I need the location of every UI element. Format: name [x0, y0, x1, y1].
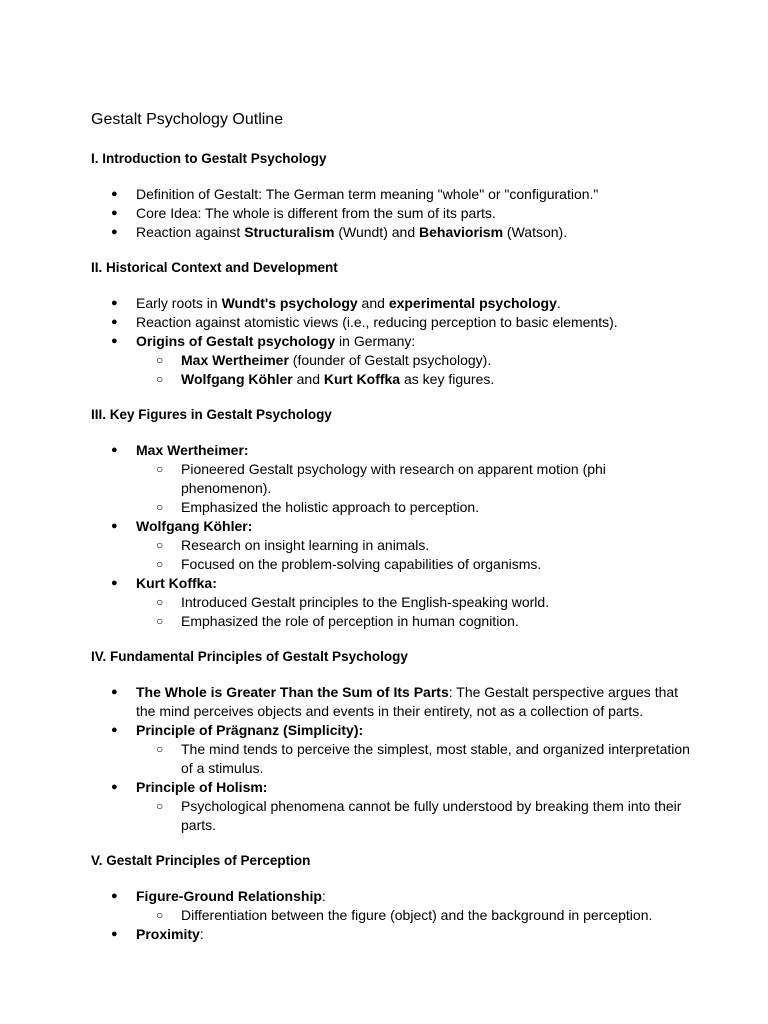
text: Differentiation between the figure (object) and the background in perception. — [181, 907, 653, 923]
text: Emphasized the holistic approach to perception. — [181, 499, 480, 515]
sub-list-item — [136, 555, 691, 574]
bullet-list — [91, 185, 691, 242]
list-item — [91, 925, 691, 944]
text: as key figures. — [400, 371, 495, 387]
bullet-list — [91, 441, 691, 631]
bold-text: experimental psychology — [388, 295, 557, 311]
text: and — [292, 371, 324, 387]
text: . — [556, 295, 561, 311]
bold-text: Origins of Gestalt psychology — [136, 333, 336, 349]
sub-list-item — [136, 460, 691, 498]
sub-list-item — [136, 593, 691, 612]
sub-list-item — [136, 498, 691, 517]
list-item — [91, 887, 691, 925]
list-item — [91, 721, 691, 778]
text: Emphasized the role of perception in human cognition. — [181, 613, 519, 629]
text: (founder of Gestalt psychology). — [288, 352, 492, 368]
list-item — [91, 574, 691, 631]
list-item — [91, 778, 691, 835]
text: Focused on the problem-solving capabilities of organisms. — [181, 556, 542, 572]
list-item — [91, 313, 691, 332]
sub-list — [136, 460, 691, 517]
sub-list — [136, 906, 691, 925]
bold-text: The Whole is Greater Than the Sum of Its Parts — [136, 684, 449, 700]
sub-list-item — [136, 351, 691, 370]
section-heading: II. Historical Context and Development — [91, 260, 338, 275]
sub-list-item — [136, 612, 691, 631]
page-title: Gestalt Psychology Outline — [91, 111, 284, 128]
text: Definition of Gestalt: The German term meaning "whole" or "configuration." — [136, 186, 599, 202]
text: in Germany: — [335, 333, 416, 349]
text: Early roots in — [136, 295, 222, 311]
sub-list — [136, 740, 691, 778]
sub-list — [136, 593, 691, 631]
bold-text: Max Wertheimer — [181, 352, 289, 368]
bold-text: Proximity — [136, 926, 200, 942]
sub-list — [136, 797, 691, 835]
sub-list — [136, 351, 691, 389]
bullet-list — [91, 294, 691, 389]
sub-list-item — [136, 797, 691, 835]
list-item — [91, 441, 691, 517]
text: : The Gestalt perspective argues that the mind perceives objects and events in their entirety, not as a collection of parts. — [136, 684, 679, 719]
list-item — [91, 332, 691, 389]
text: and — [357, 295, 389, 311]
section-heading: I. Introduction to Gestalt Psychology — [91, 151, 327, 166]
list-item — [91, 223, 691, 242]
text: Reaction against atomistic views (i.e., reducing perception to basic elements). — [136, 314, 618, 330]
text: : — [199, 926, 204, 942]
list-item — [91, 683, 691, 721]
bold-text: Kurt Koffka: — [136, 575, 217, 591]
list-item — [91, 294, 691, 313]
sub-list-item — [136, 740, 691, 778]
outline-body — [91, 149, 691, 944]
text: : — [321, 888, 326, 904]
text: Introduced Gestalt principles to the English-speaking world. — [181, 594, 550, 610]
sub-list-item — [136, 906, 691, 925]
text: Psychological phenomena cannot be fully understood by breaking them into their parts. — [181, 798, 682, 833]
section-heading: III. Key Figures in Gestalt Psychology — [91, 407, 332, 422]
bold-text: Wolfgang Köhler — [181, 371, 293, 387]
text: The mind tends to perceive the simplest, most stable, and organized interpretation of a stimulus. — [181, 741, 690, 776]
list-item — [91, 517, 691, 574]
section-heading: IV. Fundamental Principles of Gestalt Psychology — [91, 649, 408, 664]
bold-text: Principle of Prägnanz (Simplicity): — [136, 722, 364, 738]
bold-text: Kurt Koffka — [323, 371, 401, 387]
text: Research on insight learning in animals. — [181, 537, 430, 553]
sub-list-item — [136, 536, 691, 555]
bullet-list — [91, 887, 691, 944]
text: Reaction against — [136, 224, 245, 240]
text: Core Idea: The whole is different from the sum of its parts. — [136, 205, 496, 221]
bold-text: Figure-Ground Relationship — [136, 888, 322, 904]
bullet-list — [91, 683, 691, 835]
text: (Wundt) and — [334, 224, 419, 240]
text: (Watson). — [503, 224, 568, 240]
bold-text: Structuralism — [244, 224, 335, 240]
sub-list-item — [136, 370, 691, 389]
text: Pioneered Gestalt psychology with research on apparent motion (phi phenomenon). — [181, 461, 606, 496]
bold-text: Max Wertheimer: — [136, 442, 249, 458]
section-heading: V. Gestalt Principles of Perception — [91, 853, 311, 868]
sub-list — [136, 536, 691, 574]
document-page — [91, 108, 691, 960]
list-item — [91, 204, 691, 223]
bold-text: Wolfgang Köhler: — [136, 518, 253, 534]
list-item — [91, 185, 691, 204]
bold-text: Wundt's psychology — [221, 295, 358, 311]
bold-text: Principle of Holism: — [136, 779, 268, 795]
bold-text: Behaviorism — [419, 224, 504, 240]
